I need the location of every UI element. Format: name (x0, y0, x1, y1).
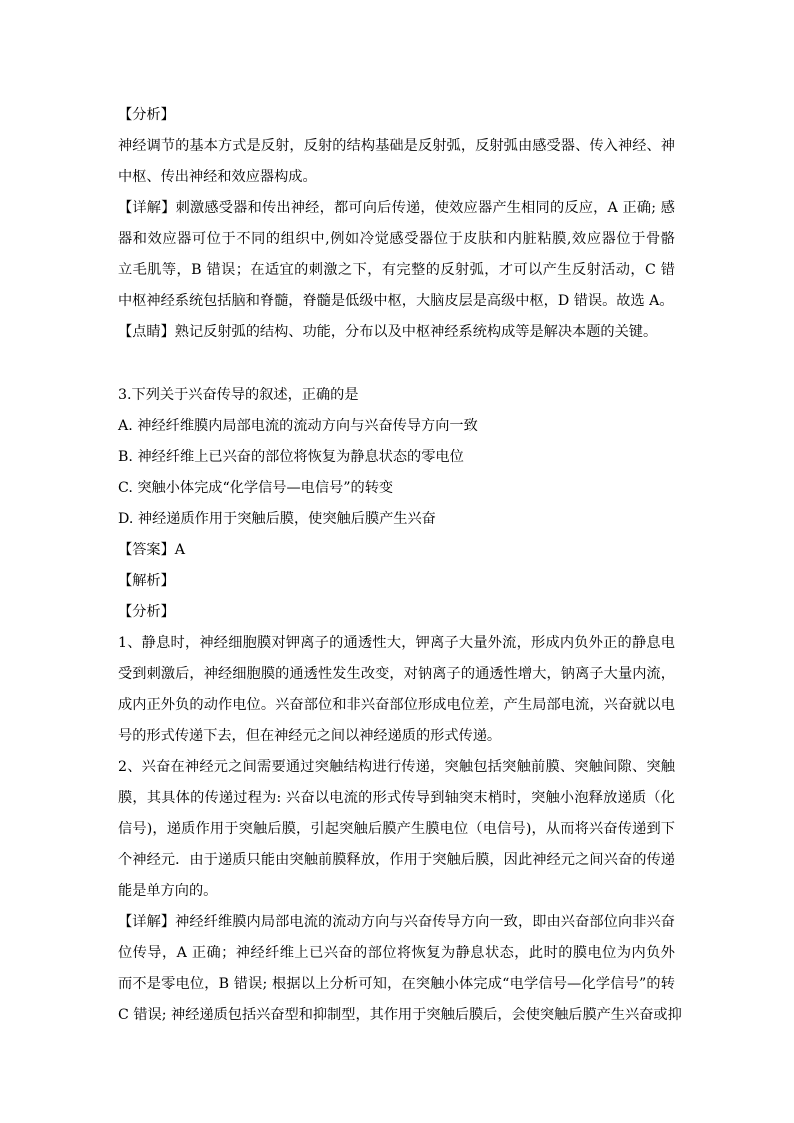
text-line: 中枢神经系统包括脑和脊髓，脊髓是低级中枢，大脑皮层是高级中枢，D 错误。故选 A。 (118, 293, 674, 309)
text-line: 3.下列关于兴奋传导的叙述，正确的是 (118, 387, 359, 403)
paragraph-optC (118, 473, 675, 504)
paragraph-optA (118, 411, 675, 442)
text-line: C. 突触小体完成“化学信号—电信号”的转变 (118, 480, 394, 496)
text-line: 位传导，A 正确；神经纤维上已兴奋的部位将恢复为静息状态，此时的膜电位为内负外 (118, 945, 675, 961)
text-line: 个神经元．由于递质只能由突触前膜释放，作用于突触后膜，因此神经元之间兴奋的传递 (118, 852, 675, 868)
text-line: 成内正外负的动作电位。兴奋部位和非兴奋部位形成电位差，产生局部电流，兴奋就以电 (118, 697, 675, 713)
paragraph-ans (118, 535, 675, 566)
paragraph-p1 (118, 628, 675, 752)
text-line: B. 神经纤维上已兴奋的部位将恢复为静息状态的零电位 (118, 449, 464, 465)
text-line: C 错误; 神经递质包括兴奋型和抑制型，其作用于突触后膜后，会使突触后膜产生兴奋或抑 (118, 1007, 682, 1023)
text-line: 能是单方向的。 (118, 883, 218, 899)
text-line: 【点睛】熟记反射弧的结构、功能，分布以及中枢神经系统构成等是解决本题的关键。 (118, 324, 658, 340)
paragraph-optD (118, 504, 675, 535)
paragraph-a1p (118, 131, 675, 193)
text-line: 【详解】刺激感受器和传出神经，都可向后传递，使效应器产生相同的反应，A 正确; 感 (118, 200, 675, 216)
text-line: 【详解】神经纤维膜内局部电流的流动方向与兴奋传导方向一致，即由兴奋部位向非兴奋 (118, 914, 675, 930)
text-line: 【解析】 (118, 573, 175, 589)
text-line: 神经调节的基本方式是反射，反射的结构基础是反射弧，反射弧由感受器、传入神经、神 (118, 138, 675, 154)
paragraph-k1 (118, 317, 675, 348)
paragraph-q3 (118, 380, 675, 411)
document-body (118, 100, 682, 1031)
text-line: A. 神经纤维膜内局部电流的流动方向与兴奋传导方向一致 (118, 418, 478, 434)
paragraph-gap (118, 348, 675, 380)
text-line: 器和效应器可位于不同的组织中,例如冷觉感受器位于皮肤和内脏粘膜,效应器位于骨骼 (118, 231, 675, 247)
paragraph-d1 (118, 193, 675, 317)
paragraph-optB (118, 442, 675, 473)
paragraph-p2 (118, 752, 675, 907)
text-line: 【答案】A (118, 542, 185, 558)
text-line: 信号)，递质作用于突触后膜，引起突触后膜产生膜电位（电信号)，从而将兴奋传递到下 (118, 821, 675, 837)
paragraph-d2 (118, 907, 682, 1031)
text-line: 号的形式传递下去，但在神经元之间以神经递质的形式传递。 (118, 728, 502, 744)
text-line: 1、静息时，神经细胞膜对钾离子的通透性大，钾离子大量外流，形成内负外正的静息电 (118, 635, 675, 651)
paragraph-fx (118, 597, 675, 628)
text-line: D. 神经递质作用于突触后膜，使突触后膜产生兴奋 (118, 511, 436, 527)
text-line: 中枢、传出神经和效应器构成。 (118, 169, 317, 185)
text-line: 2、兴奋在神经元之间需要通过突触结构进行传递，突触包括突触前膜、突触间隙、突触 (118, 759, 675, 775)
text-line: 而不是零电位，B 错误; 根据以上分析可知，在突触小体完成“电学信号—化学信号”的转 (118, 976, 675, 992)
text-line: 受到刺激后，神经细胞膜的通透性发生改变，对钠离子的通透性增大，钠离子大量内流， (118, 666, 675, 682)
text-line: 立毛肌等，B 错误；在适宜的刺激之下，有完整的反射弧，才可以产生反射活动，C 错 (118, 262, 675, 278)
text-line: 膜，其具体的传递过程为: 兴奋以电流的形式传导到轴突末梢时，突触小泡释放递质（化 (118, 790, 675, 806)
section-label-a1: 【分析】 (118, 107, 175, 123)
text-line: 【分析】 (118, 604, 175, 620)
paragraph-jx (118, 566, 675, 597)
